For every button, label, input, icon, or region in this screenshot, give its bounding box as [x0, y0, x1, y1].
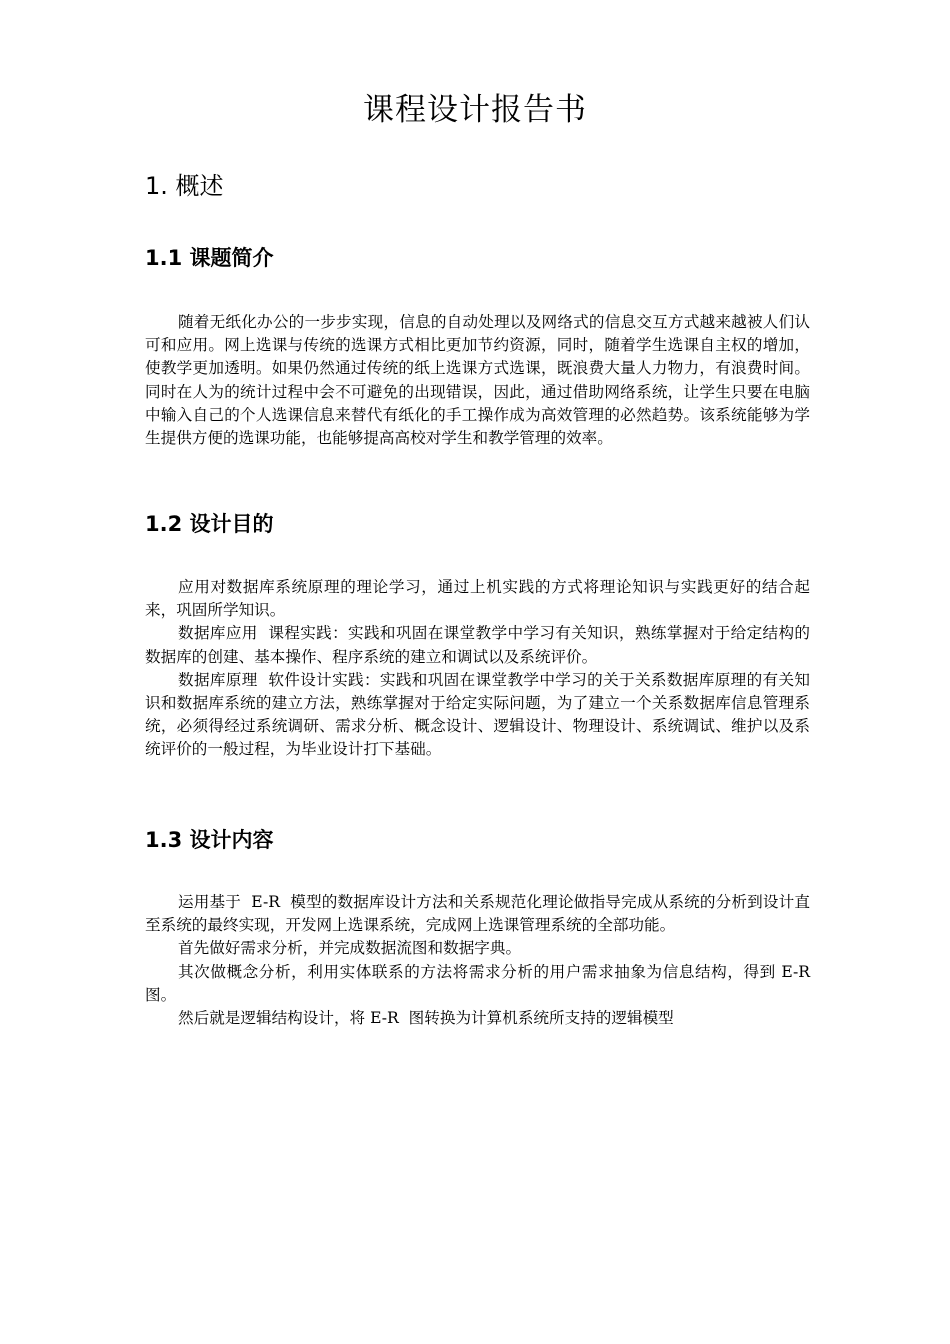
paragraph: 数据库应用 课程实践：实践和巩固在课堂教学中学习有关知识，熟练掌握对于给定结构的数据库的创建、基本操作、程序系统的建立和调试以及系统评价。	[145, 624, 810, 666]
section-body-design-content	[145, 891, 820, 1030]
paragraph: 然后就是逻辑结构设计，将 E-R 图转换为计算机系统所支持的逻辑模型	[178, 1009, 674, 1028]
paragraph: 首先做好需求分析，并完成数据流图和数据字典。	[178, 939, 522, 958]
section-heading-topic-intro: 1.1 课题简介	[145, 246, 274, 270]
paragraph: 随着无纸化办公的一步步实现，信息的自动处理以及网络式的信息交互方式越来越被人们认可和应用。网上选课与传统的选课方式相比更加节约资源，同时，随着学生选课自主权的增加，使教学更加透明。如果仍然通过传统的纸上选课方式选课，既浪费大量人力物力，有浪费时间。同时在人为的统计过程中会不可避免的出现错误，因此，通过借助网络系统，让学生只要在电脑中输入自己的个人选课信息来替代有纸化的手工操作成为高效管理的必然趋势。该系统能够为学生提供方便的选课功能，也能够提高高校对学生和教学管理的效率。	[145, 313, 810, 448]
section-heading-design-purpose: 1.2 设计目的	[145, 512, 274, 536]
paragraph: 应用对数据库系统原理的理论学习，通过上机实践的方式将理论知识与实践更好的结合起来，巩固所学知识。	[145, 578, 810, 620]
paragraph: 其次做概念分析，利用实体联系的方法将需求分析的用户需求抽象为信息结构，得到 E-R 图。	[145, 962, 820, 1004]
paragraph: 数据库原理 软件设计实践：实践和巩固在课堂教学中学习的关于关系数据库原理的有关知识和数据库系统的建立方法，熟练掌握对于给定实际问题，为了建立一个关系数据库信息管理系统，必须得经过系统调研、需求分析、概念设计、逻辑设计、物理设计、系统调试、维护以及系统评价的一般过程，为毕业设计打下基础。	[145, 670, 810, 759]
document-title: 课程设计报告书	[363, 92, 587, 128]
section-body-topic-intro	[145, 311, 810, 450]
section-body-design-purpose	[145, 576, 810, 762]
section-heading-overview: 1. 概述	[145, 172, 224, 200]
paragraph: 运用基于 E-R 模型的数据库设计方法和关系规范化理论做指导完成从系统的分析到设计直至系统的最终实现，开发网上选课系统，完成网上选课管理系统的全部功能。	[145, 893, 810, 935]
section-heading-design-content: 1.3 设计内容	[145, 828, 274, 852]
